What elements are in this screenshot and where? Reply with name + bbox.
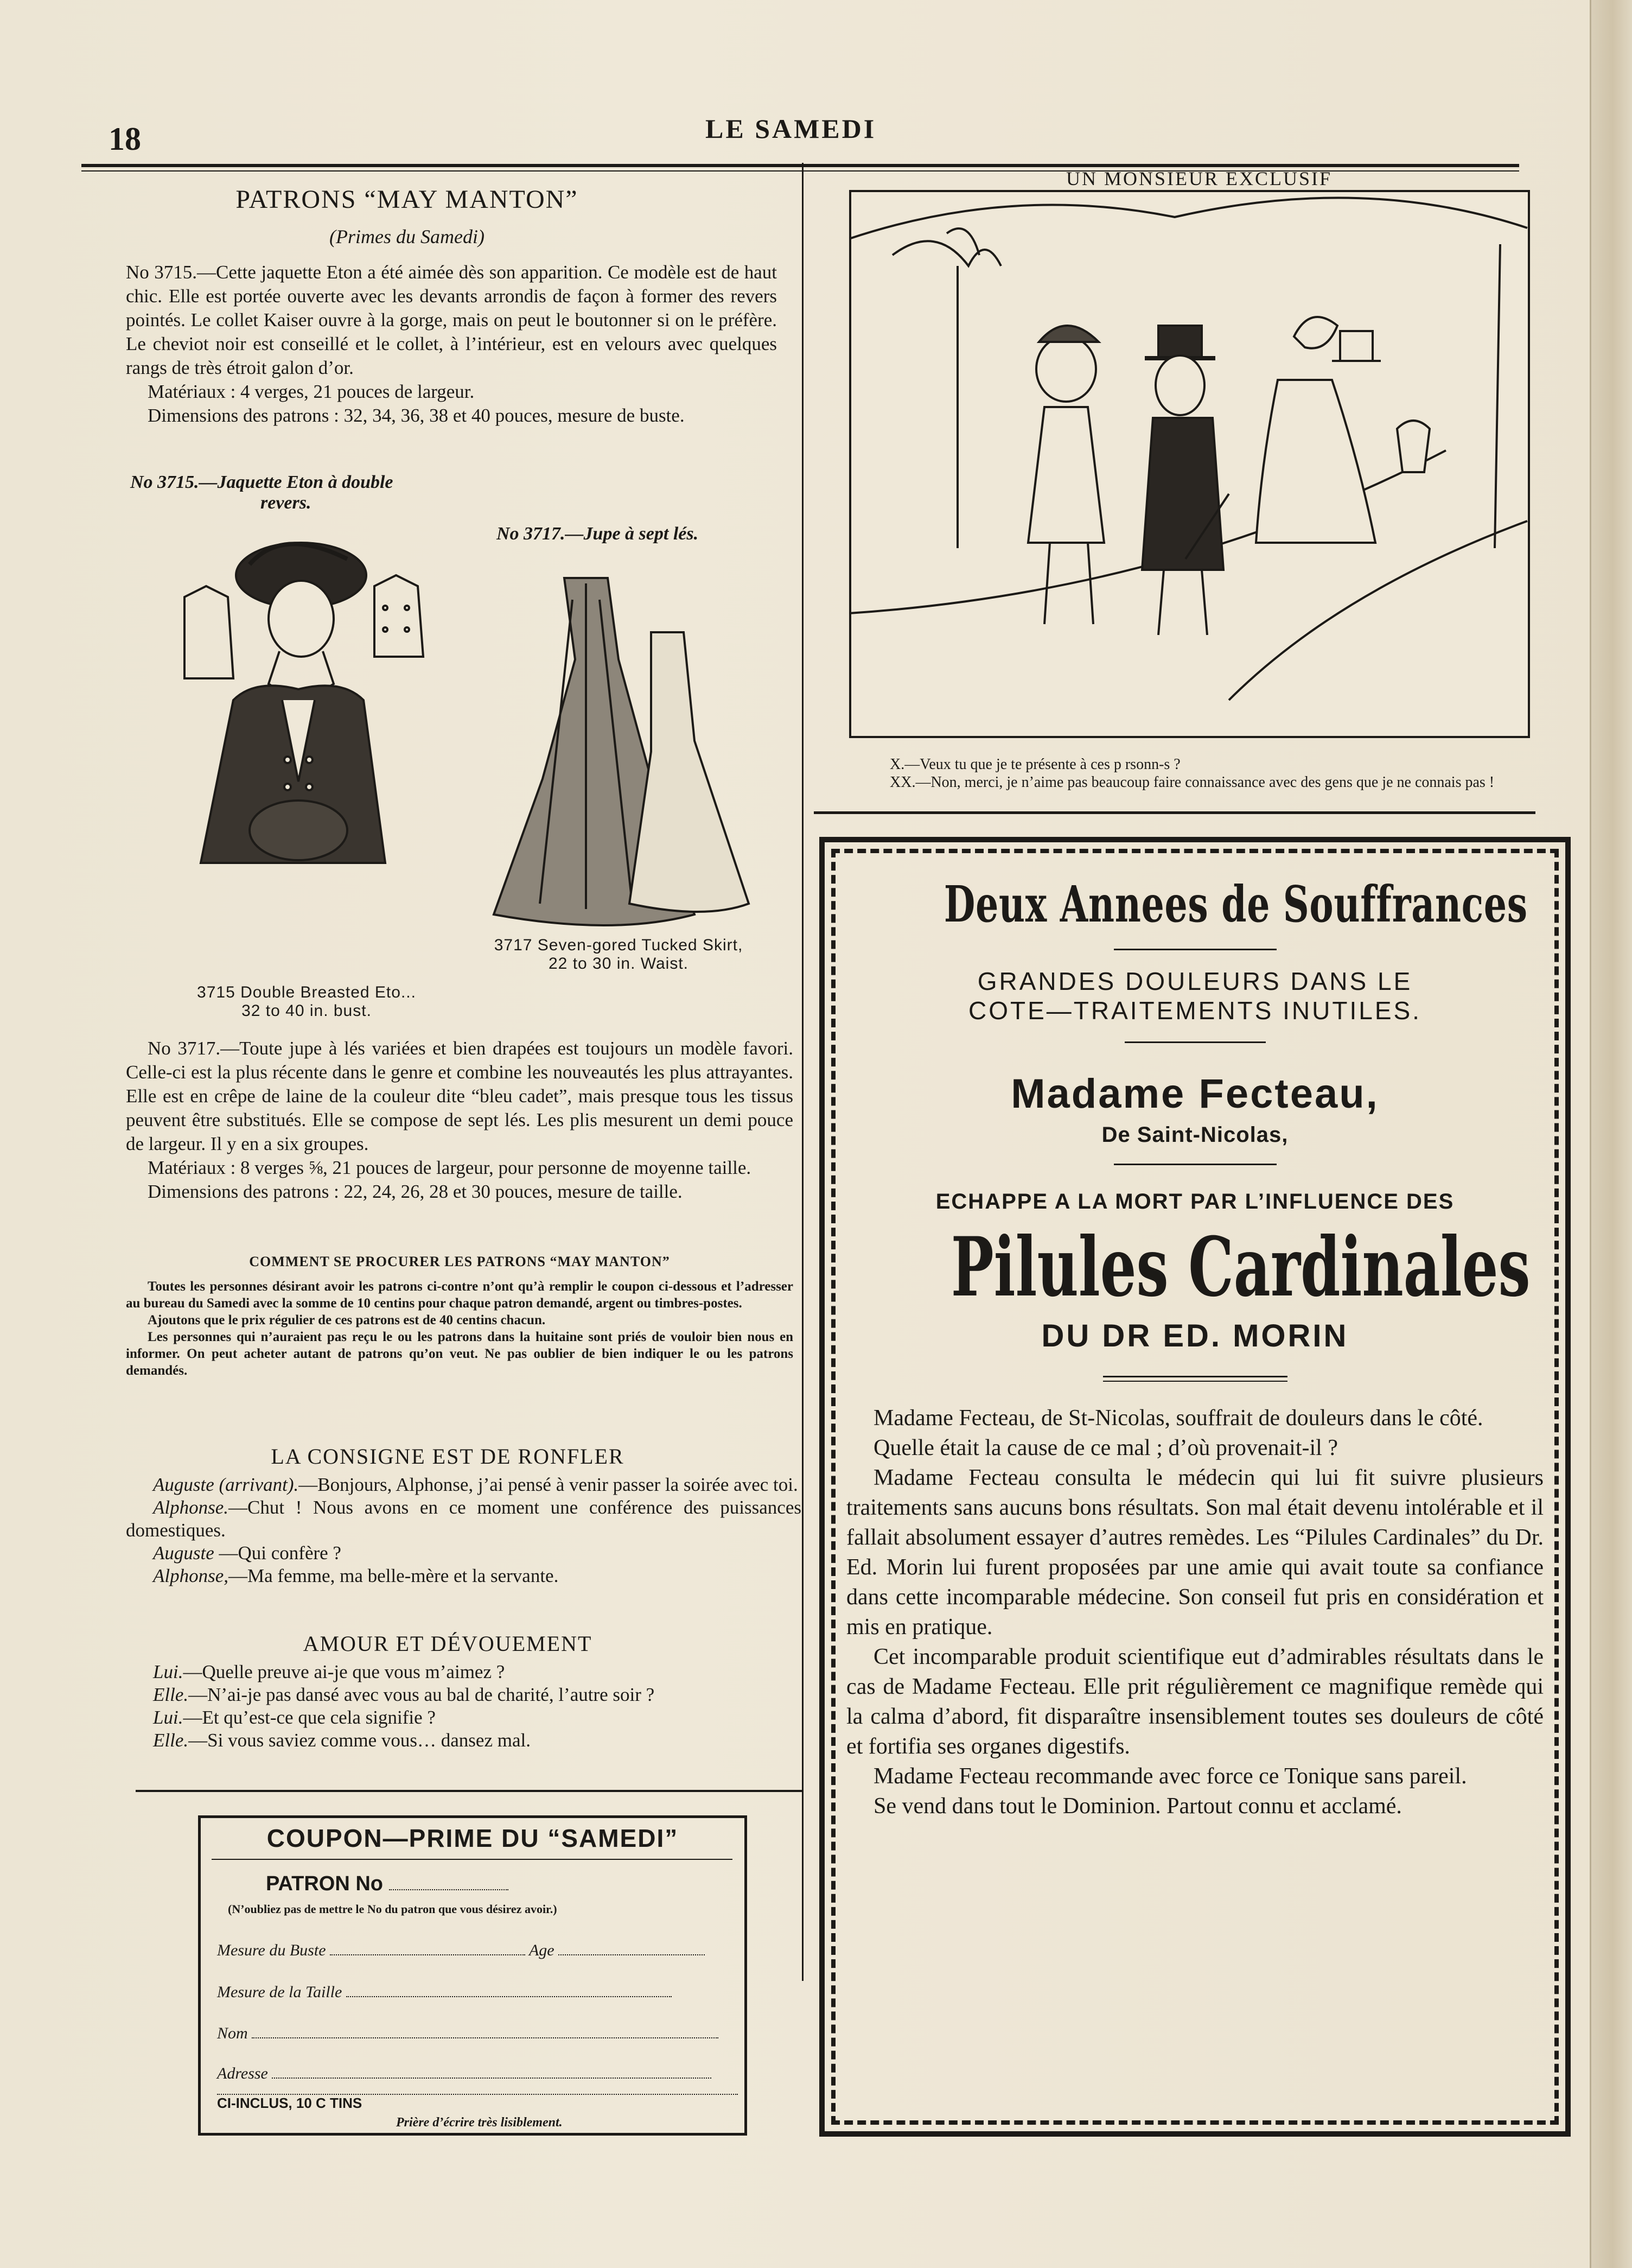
fig-3715-label-line2: 32 to 40 in. bust.: [241, 1002, 372, 1020]
coupon-inclus: CI-INCLUS, 10 C TINS: [217, 2095, 362, 2111]
line-text: —Quelle preuve ai-je que vous m’aimez ?: [183, 1661, 505, 1682]
speaker-alphonse: Alphonse,: [153, 1565, 229, 1586]
fig-3717-label-line1: 3717 Seven-gored Tucked Skirt,: [494, 936, 743, 954]
line-text: —N’ai-je pas dansé avec vous au bal de charité, l’autre soir ?: [188, 1684, 655, 1705]
patterns-subtitle: (Primes du Samedi): [329, 226, 484, 247]
line-text: —Qui confère ?: [214, 1542, 341, 1564]
coupon-title: COUPON—PRIME DU “SAMEDI”: [266, 1824, 679, 1852]
ad-body: [846, 1403, 1544, 1821]
line-text: —Bonjours, Alphonse, j’ai pensé à venir passer la soirée avec toi.: [298, 1474, 798, 1495]
pattern-3717-description: [126, 1037, 793, 1204]
coupon-adresse-field[interactable]: [272, 2063, 711, 2079]
coupon-form: [198, 1815, 747, 2136]
fig-3715-label-line1: 3715 Double Breasted Eto...: [197, 983, 416, 1001]
ad-place: De Saint-Nicolas,: [1101, 1123, 1289, 1147]
ad-headline: Deux Annees de Souffrances: [943, 875, 1528, 933]
caption-3715-line1: No 3715.—Jaquette Eton à double: [130, 472, 393, 492]
ad-name: Madame Fecteau,: [1011, 1071, 1379, 1117]
consigne-line-4: [126, 1565, 801, 1587]
column-divider: [802, 163, 804, 1981]
coupon-priere: Prière d’écrire très lisiblement.: [396, 2115, 563, 2130]
cartoon-caption-1: X.—Veux tu que je te présente à ces p rsonn‑s ?: [890, 756, 1181, 773]
coupon-taille-row: [217, 1982, 672, 2002]
coupon-buste-label: Mesure du Buste: [217, 1941, 326, 1959]
cartoon-illustration: [849, 190, 1530, 738]
p3717-text: No 3717.—Toute jupe à lés variées et bien drapées est toujours un modèle favori. Celle-ci est la plus récente dans le genre et combine les nouveautés les plus attrayantes. Elle est en crêpe de laine de la couleur dite “bleu cadet”, mais presque tous les tissus peuvent être substitués. Elle se compose de sept lés. Les plis mesurent un demi pouce de largeur. Il y en a six groupes.: [126, 1038, 793, 1154]
speaker-auguste: Auguste: [153, 1542, 214, 1564]
consigne-dialog: [126, 1473, 801, 1587]
coupon-note: (N’oubliez pas de mettre le No du patron que vous désirez avoir.): [228, 1902, 557, 1916]
coupon-nom-field[interactable]: [252, 2023, 718, 2038]
caption-3715-line2: revers.: [260, 493, 311, 513]
amour-line-1: [153, 1661, 793, 1683]
coupon-nom-row: [217, 2023, 718, 2043]
line-text: —Et qu’est-ce que cela signifie ?: [183, 1707, 436, 1728]
coupon-age-label: Age: [528, 1941, 554, 1959]
cartoon-caption: [863, 755, 1525, 791]
coupon-adresse-line2[interactable]: [217, 2088, 738, 2095]
amour-line-3: [153, 1706, 793, 1729]
skirt-illustration: [472, 567, 765, 931]
ad-doctor: DU DR ED. MORIN: [1041, 1318, 1349, 1354]
coupon-taille-field[interactable]: [346, 1982, 672, 1997]
running-title: LE SAMEDI: [705, 113, 877, 144]
page-binding-edge: [1590, 0, 1632, 2268]
coupon-nom-label: Nom: [217, 2024, 248, 2042]
ad-body-3: Madame Fecteau consulta le médecin qui lui fit suivre plusieurs traitements sans aucuns bons résultats. Son mal était devenu intolérable et il fallait absolument essayer d’autres remèdes. Les “Pilules Cardinales” du Dr. Ed. Morin lui furent proposées par une amie qui avait toute sa confiance dans cette incomparable médecine. Son conseil fut pris en considération et mis en pratique.: [846, 1465, 1544, 1640]
ad-escape: ECHAPPE A LA MORT PAR L’INFLUENCE DES: [935, 1190, 1455, 1214]
line-text: —Si vous saviez comme vous… dansez mal.: [188, 1730, 531, 1751]
p3715-dimensions: Dimensions des patrons : 32, 34, 36, 38 et 40 pouces, mesure de buste.: [148, 405, 685, 426]
speaker-auguste: Auguste (arrivant).: [153, 1474, 299, 1495]
consigne-line-3: [126, 1542, 801, 1565]
cartoon-title: UN MONSIEUR EXCLUSIF: [1066, 168, 1333, 189]
ad-body-4: Cet incomparable produit scientifique eut d’admirables résultats dans le cas de Madame Fecteau. Elle prit régulièrement ce magnifique remède qui la calma d’abord, fit disparaître insensiblement toutes ses douleurs de côté et fortifia ses organes digestifs.: [846, 1644, 1544, 1759]
how-to-text: [126, 1278, 793, 1379]
fig-3717-label-line2: 22 to 30 in. Waist.: [548, 955, 688, 973]
pilules-cardinales-ad: [819, 837, 1571, 2137]
coupon-taille-label: Mesure de la Taille: [217, 1983, 342, 2001]
ad-product: Pilules Cardinales: [951, 1219, 1531, 1315]
amour-line-2: [153, 1683, 793, 1706]
pattern-3715-description: [126, 261, 777, 428]
how-to-2: Ajoutons que le prix régulier de ces patrons est de 40 centins chacun.: [148, 1313, 546, 1327]
p3715-text: No 3715.—Cette jaquette Eton a été aimée dès son apparition. Ce modèle est de haut chic. Elle est portée ouverte avec les devants arrondis de façon à former des revers pointés. Le collet Kaiser ouvre à la gorge, mais on peut le boutonner si on le préfère. Le cheviot noir est conseillé et le collet, à l’intérieur, est en velours avec quelques rangs de très étroit galon d’or.: [126, 262, 777, 378]
coupon-adresse-label: Adresse: [217, 2064, 268, 2082]
coupon-adresse-row: [217, 2063, 711, 2083]
ad-content: [846, 864, 1544, 2110]
jacket-illustration: [152, 526, 456, 961]
p3717-materials: Matériaux : 8 verges ⅝, 21 pouces de largeur, pour personne de moyenne taille.: [148, 1157, 751, 1178]
fig-3715-label: [155, 983, 458, 1020]
amour-title: AMOUR ET DÉVOUEMENT: [303, 1631, 592, 1656]
coupon-age-field[interactable]: [558, 1940, 705, 1955]
ad-body-5: Madame Fecteau recommande avec force ce Tonique sans pareil.: [874, 1764, 1467, 1789]
p3715-materials: Matériaux : 4 verges, 21 pouces de largeur.: [148, 381, 475, 402]
coupon-patron-label: PATRON No: [266, 1872, 384, 1895]
speaker-lui: Lui.: [153, 1661, 183, 1682]
ad-rule-1: [1114, 949, 1277, 950]
consigne-line-2: [126, 1496, 801, 1542]
consigne-title: LA CONSIGNE EST DE RONFLER: [271, 1444, 624, 1469]
caption-3715: [130, 472, 456, 513]
ad-body-1: Madame Fecteau, de St-Nicolas, souffrait de douleurs dans le côté.: [874, 1406, 1483, 1431]
speaker-alphonse: Alphonse.: [153, 1497, 229, 1518]
how-to-title: COMMENT SE PROCURER LES PATRONS “MAY MANTON”: [249, 1254, 670, 1269]
cartoon-caption-2: XX.—Non, merci, je n’aime pas beaucoup faire connaissance avec des gens que je ne connais pas !: [890, 774, 1495, 791]
amour-line-4: [153, 1729, 793, 1752]
line-text: —Chut ! Nous avons en ce moment une conférence des puissances domestiques.: [126, 1497, 801, 1541]
cartoon-bottom-rule: [814, 811, 1535, 814]
coupon-buste-field[interactable]: [330, 1940, 525, 1955]
ad-subhead-1: GRANDES DOULEURS DANS LE: [977, 967, 1413, 995]
ad-body-2: Quelle était la cause de ce mal ; d’où provenait-il ?: [874, 1435, 1338, 1460]
amour-dialog: [153, 1661, 793, 1752]
speaker-elle: Elle.: [153, 1730, 189, 1751]
how-to-3: Les personnes qui n’auraient pas reçu le ou les patrons dans la huitaine sont priés de vouloir bien nous en informer. On peut acheter autant de patrons qu’on veut. Ne pas oublier de bien indiquer le ou les patrons demandés.: [126, 1330, 793, 1378]
coupon-patron-row: [266, 1872, 508, 1896]
page-number: 18: [109, 121, 141, 157]
coupon-patron-field[interactable]: [389, 1873, 508, 1890]
line-text: —Ma femme, ma belle-mère et la servante.: [228, 1565, 559, 1586]
consigne-line-1: [126, 1473, 801, 1496]
ad-rule-4: [1103, 1376, 1287, 1377]
ad-body-6: Se vend dans tout le Dominion. Partout connu et acclamé.: [874, 1794, 1402, 1819]
speaker-elle: Elle.: [153, 1684, 189, 1705]
ad-rule-2: [1125, 1041, 1266, 1043]
ad-rule-3: [1114, 1164, 1277, 1165]
patterns-title: PATRONS “MAY MANTON”: [235, 185, 578, 214]
coupon-title-rule: [212, 1859, 732, 1860]
how-to-1: Toutes les personnes désirant avoir les patrons ci-contre n’ont qu’à remplir le coupon ci-dessous et l’adresser au bureau du Samedi avec la somme de 10 centins pour chaque patron demandé, argent ou timbres-postes.: [126, 1279, 793, 1311]
coupon-buste-row: [217, 1940, 705, 1960]
p3717-dimensions: Dimensions des patrons : 22, 24, 26, 28 et 30 pouces, mesure de taille.: [148, 1181, 683, 1202]
ad-rule-4b: [1103, 1381, 1287, 1382]
fig-3717-label: [472, 936, 765, 973]
speaker-lui: Lui.: [153, 1707, 183, 1728]
caption-3717: No 3717.—Jupe à sept lés.: [496, 524, 699, 544]
section-rule: [136, 1790, 803, 1792]
ad-subhead-2: COTE—TRAITEMENTS INUTILES.: [968, 996, 1421, 1025]
